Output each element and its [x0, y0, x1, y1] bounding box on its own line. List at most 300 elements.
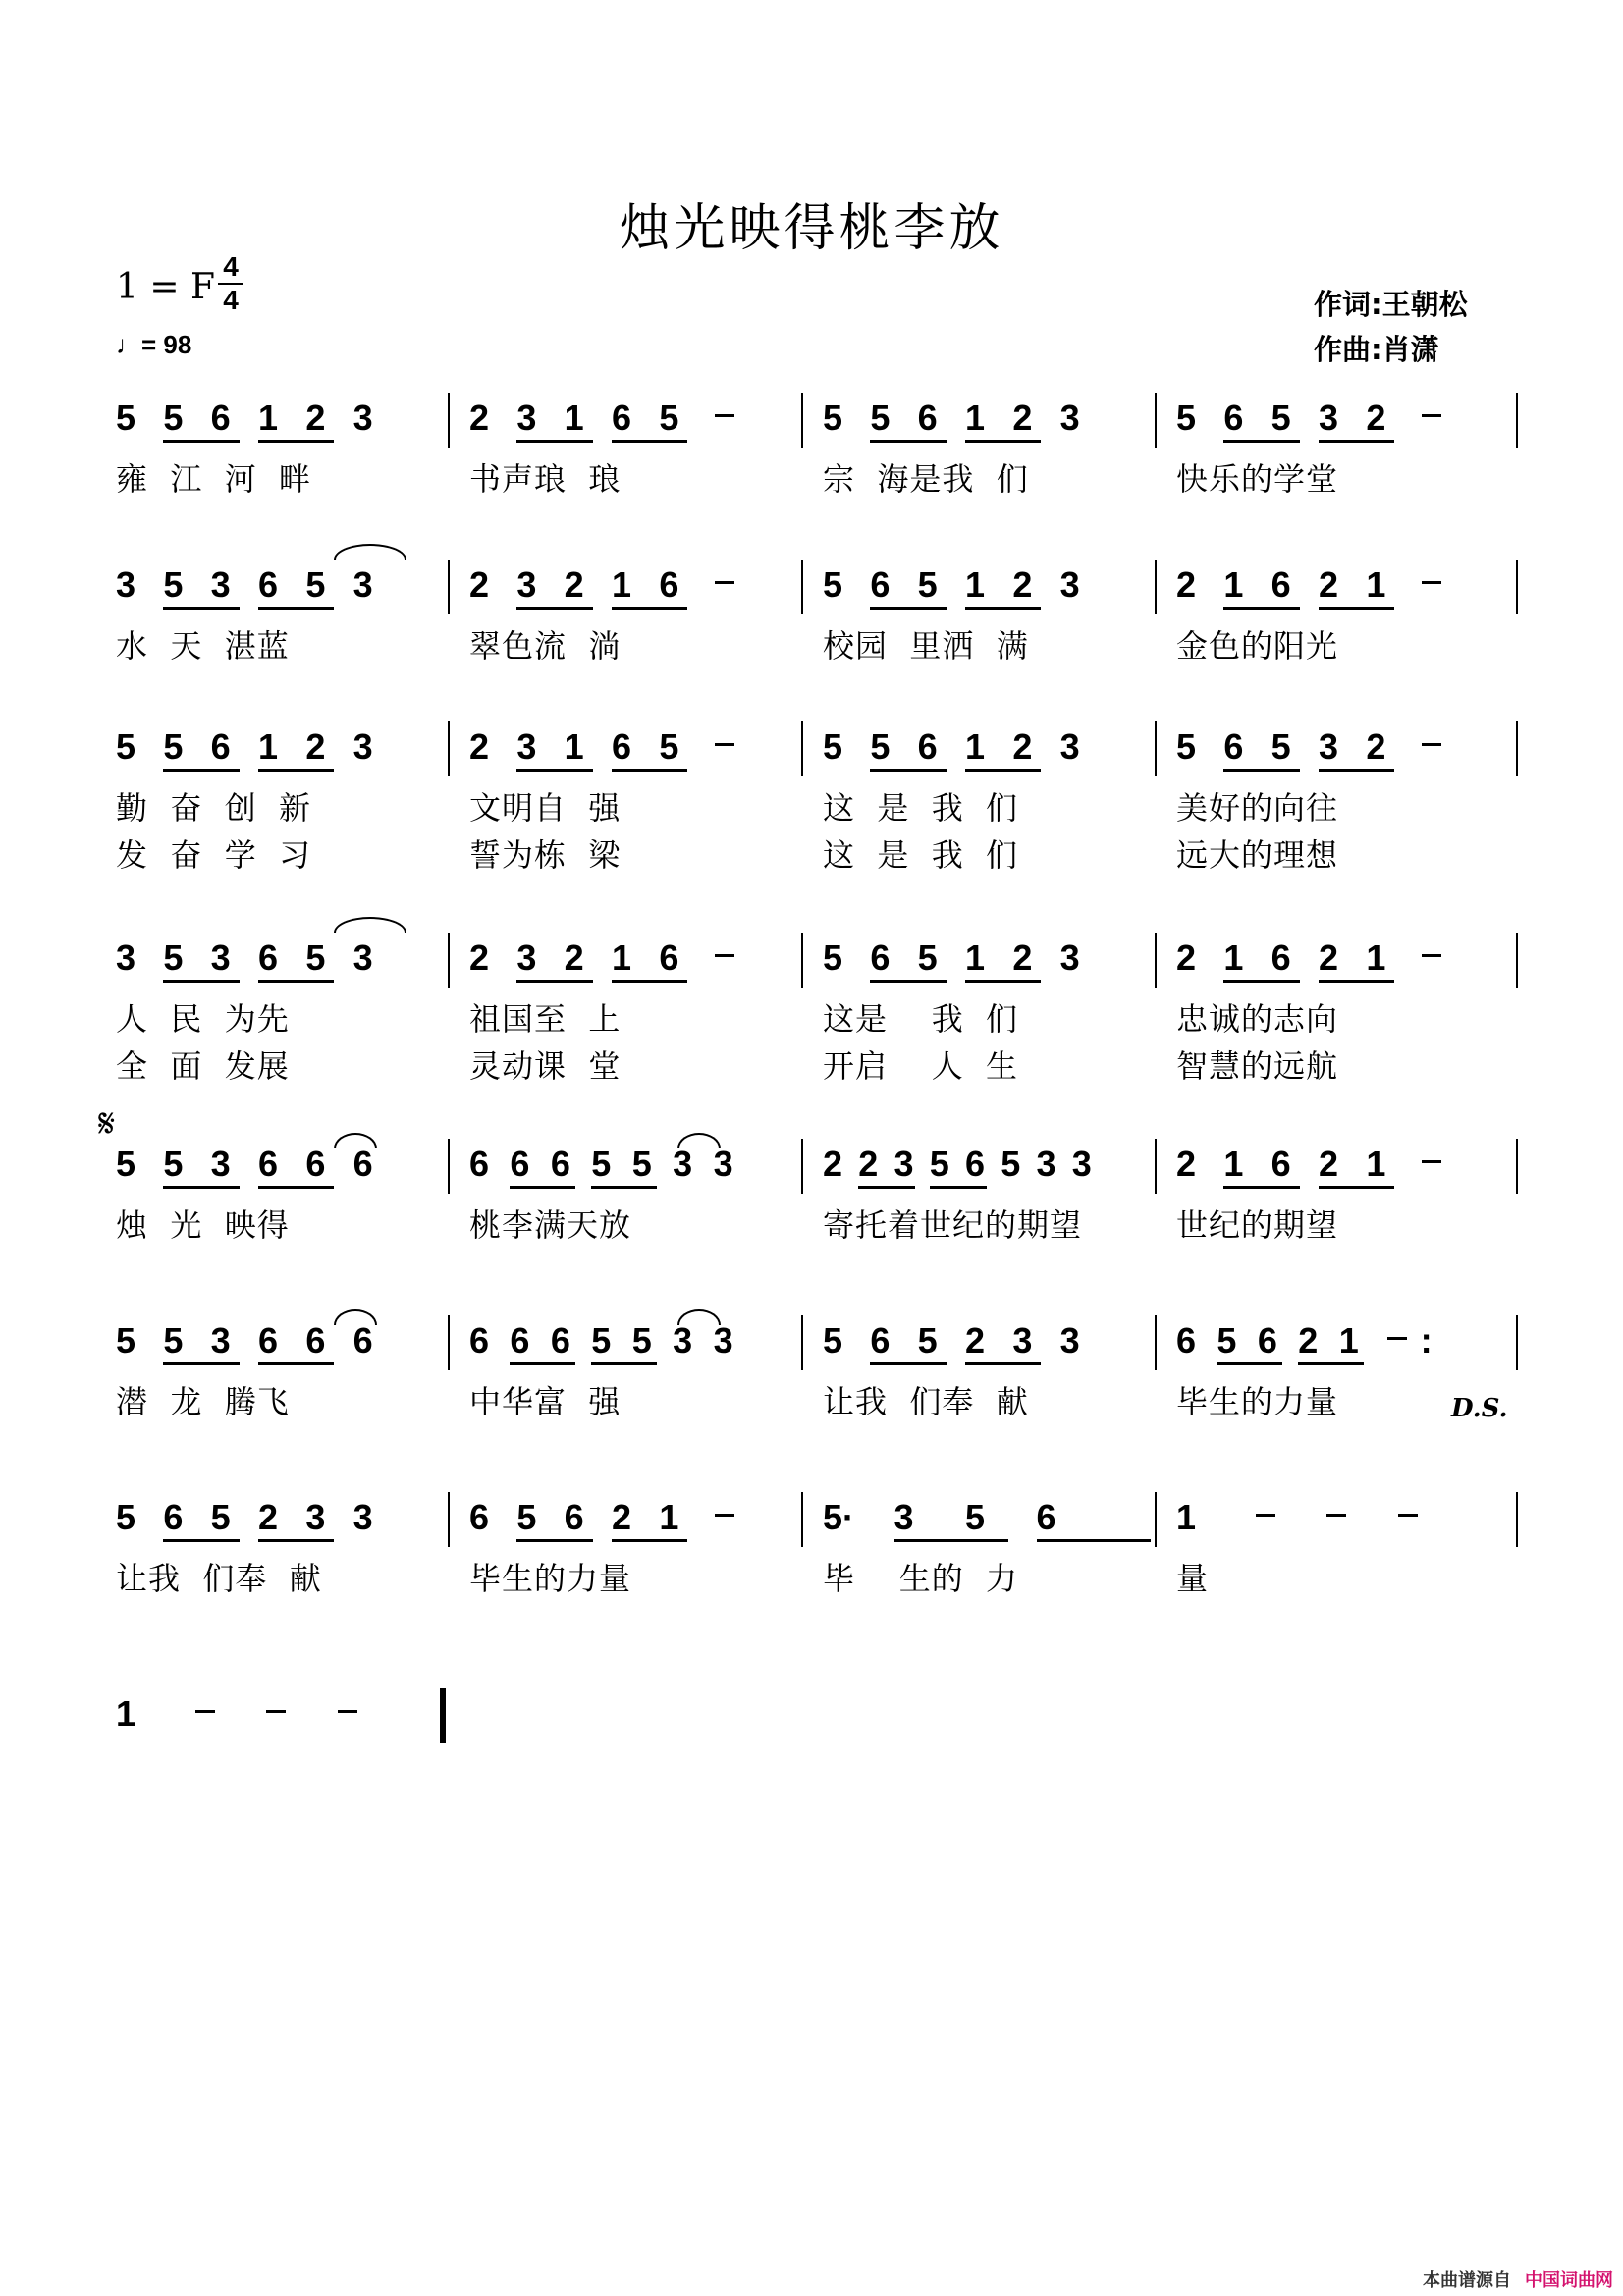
- note: 1: [1223, 937, 1244, 978]
- note: 2: [1176, 564, 1197, 605]
- lyric-line: 桃李满天放: [469, 1206, 632, 1244]
- note: 6: [1223, 726, 1244, 767]
- slur: [334, 1133, 377, 1148]
- beam-underline: [163, 607, 239, 610]
- note: 1: [612, 564, 632, 605]
- note: 5: [163, 398, 184, 438]
- note: 5: [163, 1144, 184, 1184]
- note: 6: [659, 564, 679, 605]
- note: 5: [823, 1320, 843, 1361]
- dash: [1422, 414, 1441, 417]
- note: 3: [1059, 726, 1080, 767]
- dash: [1387, 1337, 1407, 1340]
- lyric-line: 美好的向往: [1176, 789, 1339, 827]
- note: 1: [1366, 937, 1386, 978]
- dash: [195, 1710, 215, 1713]
- note: 2: [469, 564, 490, 605]
- dash: [715, 1514, 734, 1517]
- lyric-line: 这 是 我 们: [823, 836, 1019, 874]
- note: 6: [305, 1144, 326, 1184]
- barline: [1155, 1139, 1157, 1194]
- note: 2: [612, 1497, 632, 1537]
- note: 6: [258, 564, 279, 605]
- note: 3: [1319, 726, 1339, 767]
- note: 1: [1223, 1144, 1244, 1184]
- beam-underline: [163, 440, 239, 443]
- note: 3: [352, 1497, 373, 1537]
- beam-underline: [163, 1539, 239, 1542]
- barline: [1516, 393, 1518, 448]
- note: 2: [469, 937, 490, 978]
- lyric-line: 毕生的力量: [469, 1560, 632, 1597]
- lyric-line: 寄托着世纪的期望: [823, 1206, 1083, 1244]
- composer-credit: 作曲:肖潇: [1314, 333, 1439, 366]
- note: 6: [1036, 1497, 1056, 1537]
- note: 2: [823, 1144, 843, 1184]
- note: 1: [965, 726, 986, 767]
- note: 2: [1012, 564, 1033, 605]
- note: 5: [305, 937, 326, 978]
- beam-underline: [1223, 980, 1299, 983]
- note: 3: [893, 1144, 914, 1184]
- note: 6: [469, 1144, 490, 1184]
- note: 1: [965, 564, 986, 605]
- lyric-line: 让我 们奉 献: [823, 1383, 1029, 1420]
- note: 2: [858, 1144, 879, 1184]
- beam-underline: [163, 980, 239, 983]
- note: 6: [1176, 1320, 1197, 1361]
- lyric-line: 全 面 发展: [116, 1047, 290, 1085]
- dal-segno-mark: D.S.: [1451, 1394, 1508, 1423]
- note: 2: [1012, 937, 1033, 978]
- note: 2: [258, 1497, 279, 1537]
- beam-underline: [163, 1362, 239, 1365]
- footer-credit: 本曲谱源自 中国词曲网: [1423, 2270, 1613, 2291]
- note: 3: [352, 937, 373, 978]
- tempo-marking: ♩= 98: [116, 330, 192, 359]
- beam-underline: [516, 1539, 592, 1542]
- note: 3: [210, 1320, 231, 1361]
- beam-underline: [870, 769, 946, 772]
- lyric-line: 快乐的学堂: [1176, 460, 1339, 498]
- beam-underline: [1319, 769, 1394, 772]
- barline: [448, 1315, 450, 1370]
- beam-underline: [965, 769, 1041, 772]
- note: 6: [1257, 1320, 1277, 1361]
- lyric-line: 毕 生的 力: [823, 1560, 1019, 1597]
- note: 2: [965, 1320, 986, 1361]
- beam-underline: [510, 1186, 574, 1189]
- slur: [334, 544, 406, 560]
- note: 3: [893, 1497, 914, 1537]
- barline: [1516, 560, 1518, 614]
- beam-underline: [612, 440, 687, 443]
- lyric-line: 宗 海是我 们: [823, 460, 1029, 498]
- key-signature: 1 = F: [116, 267, 215, 307]
- barline: [1155, 393, 1157, 448]
- beam-underline: [258, 607, 334, 610]
- beam-underline: [965, 980, 1041, 983]
- note: 3: [1071, 1144, 1092, 1184]
- note: 1: [258, 726, 279, 767]
- dash: [715, 954, 734, 957]
- beam-underline: [1037, 1539, 1151, 1542]
- barline: [801, 933, 803, 988]
- note: 5: [631, 1144, 652, 1184]
- note: 2: [1366, 726, 1386, 767]
- note: 5: [870, 726, 891, 767]
- note: 5: [591, 1320, 612, 1361]
- beam-underline: [510, 1362, 574, 1365]
- note: 3: [305, 1497, 326, 1537]
- note: 2: [1012, 726, 1033, 767]
- time-signature: 4 4: [218, 253, 243, 314]
- note: 3: [1059, 398, 1080, 438]
- segno-sign: 𝄋: [98, 1101, 116, 1147]
- note: 5: [659, 726, 679, 767]
- lyric-line: 雍 江 河 畔: [116, 460, 312, 498]
- lyric-line: 金色的阳光: [1176, 627, 1339, 665]
- beam-underline: [870, 1362, 946, 1365]
- note: 5: [823, 726, 843, 767]
- final-barline: [440, 1688, 446, 1743]
- note: 3: [713, 1320, 733, 1361]
- note: 2: [564, 564, 584, 605]
- note: 5: [917, 564, 938, 605]
- note: 3: [352, 564, 373, 605]
- note: 3: [516, 398, 537, 438]
- note: 5: [823, 564, 843, 605]
- note: 5: [591, 1144, 612, 1184]
- lyric-line: 勤 奋 创 新: [116, 789, 312, 827]
- beam-underline: [1223, 1186, 1299, 1189]
- note: 5: [163, 937, 184, 978]
- note: 2: [1176, 937, 1197, 978]
- note: 5: [1271, 726, 1291, 767]
- note: 5: [1176, 398, 1197, 438]
- beam-underline: [894, 1539, 1008, 1542]
- note: 6: [352, 1144, 373, 1184]
- lyric-line: 校园 里洒 满: [823, 627, 1029, 665]
- beam-underline: [258, 1539, 334, 1542]
- lyric-line: 书声琅 琅: [469, 460, 622, 498]
- note: 6: [917, 726, 938, 767]
- lyric-line: 潜 龙 腾飞: [116, 1383, 290, 1420]
- note: :: [1420, 1320, 1433, 1361]
- note: 3: [1036, 1144, 1056, 1184]
- lyric-line: 世纪的期望: [1176, 1206, 1339, 1244]
- note: 3: [1012, 1320, 1033, 1361]
- barline: [801, 393, 803, 448]
- beam-underline: [1319, 980, 1394, 983]
- note: 5: [516, 1497, 537, 1537]
- beam-underline: [258, 1362, 334, 1365]
- note: 5: [116, 1144, 136, 1184]
- note: 6: [1271, 937, 1291, 978]
- lyric-line: 灵动课 堂: [469, 1047, 622, 1085]
- beam-underline: [258, 1186, 334, 1189]
- note: 5: [1217, 1320, 1237, 1361]
- dash: [1422, 743, 1441, 746]
- beam-underline: [258, 769, 334, 772]
- barline: [1516, 1315, 1518, 1370]
- note: 5: [929, 1144, 949, 1184]
- slur: [677, 1133, 721, 1148]
- beam-underline: [1223, 769, 1299, 772]
- dash: [715, 581, 734, 584]
- song-title: 烛光映得桃李放: [619, 199, 1004, 258]
- beam-underline: [965, 440, 1041, 443]
- lyric-line: 誓为栋 梁: [469, 836, 622, 874]
- lyric-line: 祖国至 上: [469, 1000, 622, 1038]
- barline: [1516, 721, 1518, 776]
- note: 5: [1271, 398, 1291, 438]
- lyric-line: 水 天 湛蓝: [116, 627, 290, 665]
- note: 1: [1366, 1144, 1386, 1184]
- beam-underline: [870, 607, 946, 610]
- beam-underline: [516, 607, 592, 610]
- note: 3: [516, 726, 537, 767]
- dash: [266, 1710, 286, 1713]
- note: 2: [305, 398, 326, 438]
- slur: [677, 1309, 721, 1325]
- dash: [338, 1710, 357, 1713]
- note: 5: [823, 937, 843, 978]
- beam-underline: [516, 769, 592, 772]
- slur: [334, 917, 406, 933]
- barline: [1155, 560, 1157, 614]
- lyric-line: 让我 们奉 献: [116, 1560, 322, 1597]
- dash: [1398, 1514, 1418, 1517]
- note: 2: [1176, 1144, 1197, 1184]
- note: 5: [917, 1320, 938, 1361]
- barline: [448, 721, 450, 776]
- barline: [1155, 933, 1157, 988]
- note: 5: [116, 726, 136, 767]
- note: 6: [870, 937, 891, 978]
- lyric-line: 发 奋 学 习: [116, 836, 312, 874]
- lyric-line: 量: [1176, 1560, 1210, 1597]
- note: 2: [1366, 398, 1386, 438]
- dash: [715, 743, 734, 746]
- lyric-line: 开启 人 生: [823, 1047, 1019, 1085]
- note: 6: [510, 1320, 530, 1361]
- note: 6: [1223, 398, 1244, 438]
- lyric-line: 中华富 强: [469, 1383, 622, 1420]
- note: 6: [612, 398, 632, 438]
- note: 1: [612, 937, 632, 978]
- barline: [801, 1315, 803, 1370]
- dash: [1422, 1160, 1441, 1163]
- beam-underline: [1298, 1362, 1363, 1365]
- note: 1: [258, 398, 279, 438]
- note: 2: [1012, 398, 1033, 438]
- beam-underline: [516, 980, 592, 983]
- note: 6: [965, 1144, 986, 1184]
- note: 6: [469, 1320, 490, 1361]
- note: 3: [352, 398, 373, 438]
- beam-underline: [258, 980, 334, 983]
- beam-underline: [1223, 607, 1299, 610]
- note: 6: [550, 1320, 570, 1361]
- note: 5: [1001, 1144, 1021, 1184]
- note: 6: [469, 1497, 490, 1537]
- note: 1: [564, 398, 584, 438]
- beam-underline: [1217, 1362, 1281, 1365]
- note: 5: [631, 1320, 652, 1361]
- note: 1: [1223, 564, 1244, 605]
- note: 1: [564, 726, 584, 767]
- note: 6: [1271, 564, 1291, 605]
- barline: [1155, 1315, 1157, 1370]
- note: 2: [469, 398, 490, 438]
- note: 3: [713, 1144, 733, 1184]
- beam-underline: [591, 1362, 656, 1365]
- note: 5: [116, 398, 136, 438]
- note: 3: [116, 937, 136, 978]
- barline: [448, 560, 450, 614]
- note: 5: [965, 1497, 986, 1537]
- note: 3: [673, 1320, 693, 1361]
- note: 6: [550, 1144, 570, 1184]
- dash: [1326, 1514, 1346, 1517]
- note: 3: [352, 726, 373, 767]
- note: 3: [1059, 937, 1080, 978]
- note: 2: [1319, 564, 1339, 605]
- note: 6: [163, 1497, 184, 1537]
- beam-underline: [870, 440, 946, 443]
- beam-underline: [612, 769, 687, 772]
- note: 5: [210, 1497, 231, 1537]
- barline: [801, 560, 803, 614]
- note: 5: [163, 1320, 184, 1361]
- barline: [1516, 1492, 1518, 1547]
- note: 1: [116, 1693, 136, 1734]
- note: 2: [1319, 1144, 1339, 1184]
- beam-underline: [965, 607, 1041, 610]
- slur: [334, 1309, 377, 1325]
- note: 5: [163, 564, 184, 605]
- beam-underline: [163, 769, 239, 772]
- note: 1: [1176, 1497, 1197, 1537]
- note: 6: [564, 1497, 584, 1537]
- dash: [1422, 581, 1441, 584]
- note: 6: [870, 564, 891, 605]
- barline: [1516, 933, 1518, 988]
- barline: [801, 721, 803, 776]
- lyric-line: 远大的理想: [1176, 836, 1339, 874]
- note: 5: [116, 1497, 136, 1537]
- beam-underline: [163, 1186, 239, 1189]
- note: 3: [516, 564, 537, 605]
- beam-underline: [258, 440, 334, 443]
- note: 2: [469, 726, 490, 767]
- beam-underline: [1223, 440, 1299, 443]
- beam-underline: [858, 1186, 915, 1189]
- note: 5·: [823, 1497, 855, 1537]
- note: 2: [1298, 1320, 1319, 1361]
- note: 6: [870, 1320, 891, 1361]
- note: 6: [258, 1144, 279, 1184]
- note: 5: [1176, 726, 1197, 767]
- barline: [801, 1492, 803, 1547]
- note: 6: [1271, 1144, 1291, 1184]
- lyric-line: 这 是 我 们: [823, 789, 1019, 827]
- note: 3: [1319, 398, 1339, 438]
- barline: [1155, 721, 1157, 776]
- note: 6: [305, 1320, 326, 1361]
- beam-underline: [1319, 440, 1394, 443]
- barline: [1155, 1492, 1157, 1547]
- note: 5: [917, 937, 938, 978]
- note: 6: [612, 726, 632, 767]
- dash: [1422, 954, 1441, 957]
- lyric-line: 毕生的力量: [1176, 1383, 1339, 1420]
- lyric-line: 文明自 强: [469, 789, 622, 827]
- beam-underline: [516, 440, 592, 443]
- lyric-line: 智慧的远航: [1176, 1047, 1339, 1085]
- note: 5: [163, 726, 184, 767]
- note: 1: [965, 398, 986, 438]
- note: 5: [659, 398, 679, 438]
- barline: [801, 1139, 803, 1194]
- note: 1: [965, 937, 986, 978]
- note: 3: [116, 564, 136, 605]
- note: 6: [210, 398, 231, 438]
- note: 3: [516, 937, 537, 978]
- beam-underline: [1319, 607, 1394, 610]
- note: 3: [1059, 564, 1080, 605]
- lyric-line: 忠诚的志向: [1176, 1000, 1339, 1038]
- note: 6: [258, 937, 279, 978]
- beam-underline: [591, 1186, 656, 1189]
- lyric-line: 烛 光 映得: [116, 1206, 290, 1244]
- note: 1: [659, 1497, 679, 1537]
- note: 2: [305, 726, 326, 767]
- note: 6: [917, 398, 938, 438]
- note: 5: [823, 398, 843, 438]
- note: 3: [210, 937, 231, 978]
- note: 6: [510, 1144, 530, 1184]
- beam-underline: [870, 980, 946, 983]
- note: 1: [1338, 1320, 1359, 1361]
- beam-underline: [612, 607, 687, 610]
- note: 5: [870, 398, 891, 438]
- dash: [715, 414, 734, 417]
- beam-underline: [1319, 1186, 1394, 1189]
- note: 1: [1366, 564, 1386, 605]
- barline: [448, 393, 450, 448]
- note: 6: [210, 726, 231, 767]
- lyricist-credit: 作词:王朝松: [1314, 288, 1468, 321]
- beam-underline: [930, 1186, 987, 1189]
- lyric-line: 人 民 为先: [116, 1000, 290, 1038]
- note: 5: [305, 564, 326, 605]
- barline: [448, 1139, 450, 1194]
- barline: [448, 1492, 450, 1547]
- note: 2: [1319, 937, 1339, 978]
- note: 5: [116, 1320, 136, 1361]
- barline: [448, 933, 450, 988]
- note: 3: [673, 1144, 693, 1184]
- dash: [1256, 1514, 1275, 1517]
- beam-underline: [612, 980, 687, 983]
- beam-underline: [965, 1362, 1041, 1365]
- lyric-line: 翠色流 淌: [469, 627, 622, 665]
- note: 3: [1059, 1320, 1080, 1361]
- lyric-line: 这是 我 们: [823, 1000, 1019, 1038]
- beam-underline: [612, 1539, 687, 1542]
